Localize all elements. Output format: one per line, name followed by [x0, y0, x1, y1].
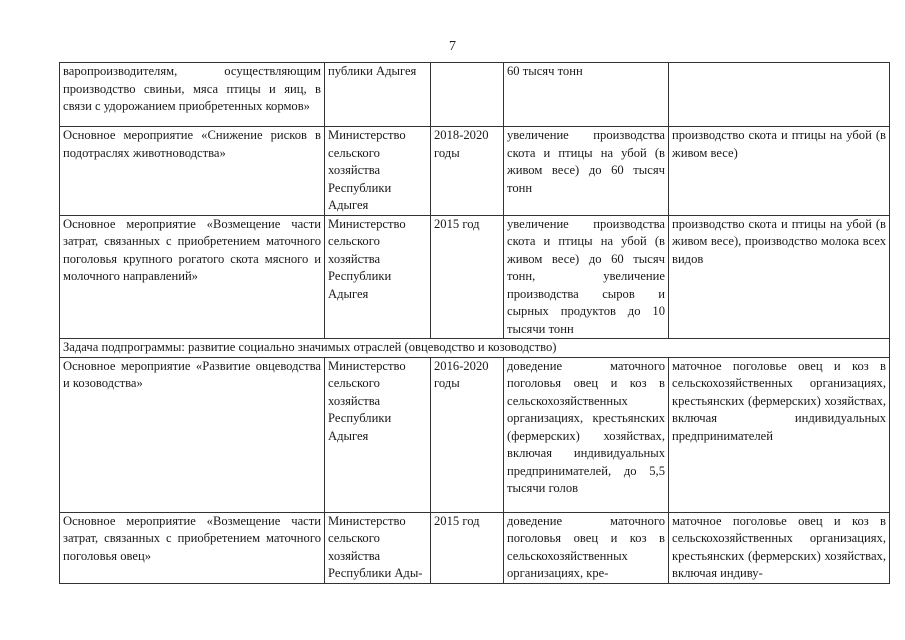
- measure-cell: варопроизводителям, осуществляющим производство свиньи, мяса птицы и яиц, в связи с удорожанием приобретенных кормов»: [60, 63, 325, 127]
- result-cell: увеличение производства скота и птицы на убой (в живом весе) до 60 тысяч тонн, увеличение производства сыров и сырных продуктов до 10 тысячи тонн: [504, 215, 669, 339]
- term-cell: 2015 год: [431, 215, 504, 339]
- result-cell: доведение маточного поголовья овец и коз в сельскохозяйственных организациях, кре-: [504, 512, 669, 583]
- executor-cell: Министерство сельского хозяйства Республики Адыгея: [325, 357, 431, 512]
- executor-cell: Министерство сельского хозяйства Республики Ады-: [325, 512, 431, 583]
- table-row: [60, 339, 890, 358]
- table-row: [60, 357, 890, 512]
- measure-cell: Основное мероприятие «Возмещение части затрат, связанных с приобретением маточного поголовья овец»: [60, 512, 325, 583]
- term-cell: 2016-2020 годы: [431, 357, 504, 512]
- table-row: [60, 63, 890, 127]
- indicator-cell: производство скота и птицы на убой (в живом весе), производство молока всех видов: [669, 215, 890, 339]
- term-cell: [431, 63, 504, 127]
- result-cell: 60 тысяч тонн: [504, 63, 669, 127]
- page-number: 7: [449, 39, 456, 54]
- measure-cell: Основное мероприятие «Возмещение части затрат, связанных с приобретением маточного поголовья крупного рогатого скота мясного и молочного направлений»: [60, 215, 325, 339]
- table-row: [60, 127, 890, 216]
- indicator-cell: маточное поголовье овец и коз в сельскохозяйственных организациях, крестьянских (фермерских) хозяйствах, включая индивидуальных предпринимателей: [669, 357, 890, 512]
- result-cell: доведение маточного поголовья овец и коз в сельскохозяйственных организациях, крестьянских (фермерских) хозяйствах, включая индивидуальных предпринимателей, до 5,5 тысячи голов: [504, 357, 669, 512]
- program-table: [59, 62, 890, 584]
- task-heading: Задача подпрограммы: развитие социально значимых отраслей (овцеводство и козоводство): [60, 339, 890, 358]
- result-cell: увеличение производства скота и птицы на убой (в живом весе) до 60 тысяч тонн: [504, 127, 669, 216]
- table-row: [60, 512, 890, 583]
- indicator-cell: маточное поголовье овец и коз в сельскохозяйственных организациях, крестьянских (фермерских) хозяйствах, включая индиву-: [669, 512, 890, 583]
- measure-cell: Основное мероприятие «Снижение рисков в подотраслях животноводства»: [60, 127, 325, 216]
- indicator-cell: производство скота и птицы на убой (в живом весе): [669, 127, 890, 216]
- executor-cell: Министерство сельского хозяйства Республики Адыгея: [325, 127, 431, 216]
- measure-cell: Основное мероприятие «Развитие овцеводства и козоводства»: [60, 357, 325, 512]
- term-cell: 2015 год: [431, 512, 504, 583]
- term-cell: 2018-2020 годы: [431, 127, 504, 216]
- table-row: [60, 215, 890, 339]
- indicator-cell: [669, 63, 890, 127]
- executor-cell: Министерство сельского хозяйства Республики Адыгея: [325, 215, 431, 339]
- executor-cell: публики Адыгея: [325, 63, 431, 127]
